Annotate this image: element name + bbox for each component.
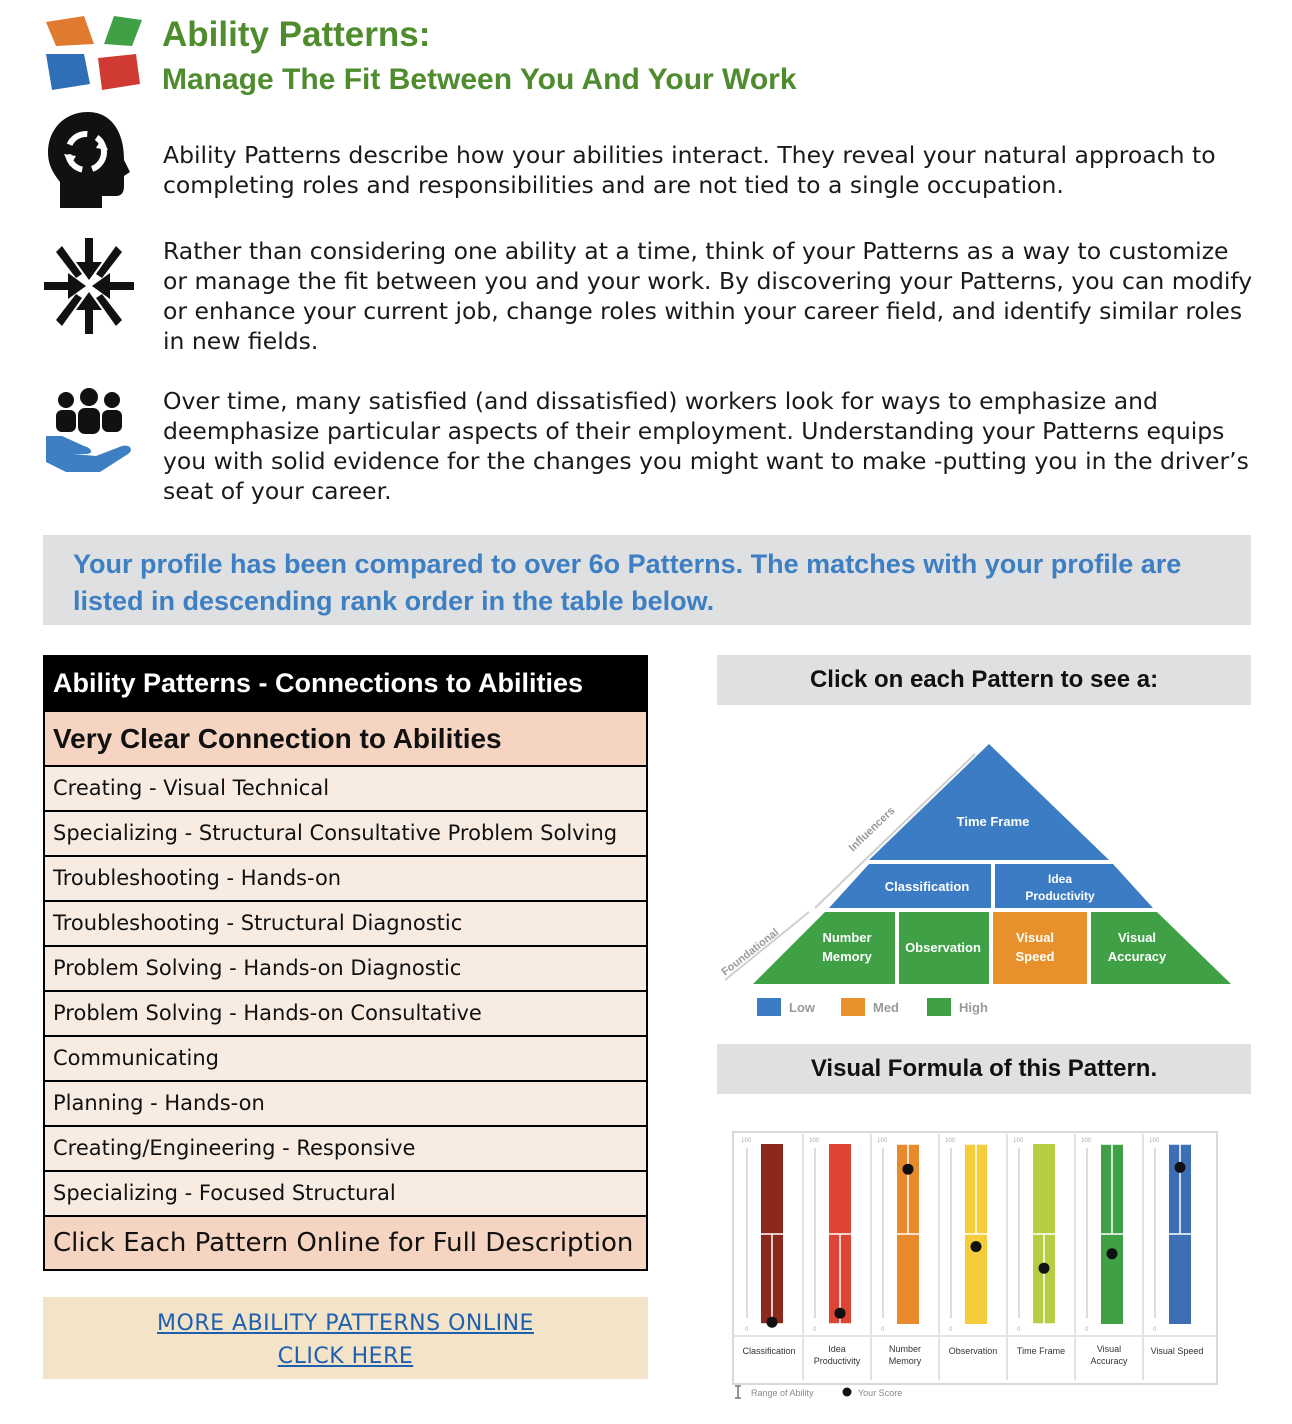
pyramid-label-idea-productivity: Idea Productivity — [1025, 872, 1095, 903]
formula-label-visual-accuracy: Visual Accuracy — [1090, 1344, 1128, 1366]
ability-pyramid — [717, 732, 1251, 1032]
pyramid-label-visual-accuracy: Visual Accuracy — [1107, 930, 1167, 964]
formula-label-visual-speed: Visual Speed — [1150, 1346, 1204, 1356]
table-row[interactable]: Specializing - Focused Structural — [45, 1170, 646, 1215]
intro-paragraph-3: Over time, many satisfied (and dissatisfied) workers look for ways to emphasize and deemphasize particular aspects of their employment. Understanding your Patterns equips you with solid evidence for the changes you might want to make -putting you in the driver’s seat of your career. — [163, 387, 1249, 505]
formula-score-observation — [971, 1241, 982, 1252]
click-here-link[interactable]: CLICK HERE — [277, 1344, 414, 1369]
pyramid-side-label-influencers: Influencers — [846, 804, 898, 855]
formula-score-idea-productivity — [835, 1308, 846, 1319]
table-row[interactable]: Specializing - Structural Consultative Problem Solving — [45, 810, 646, 855]
hand-holding-people-icon — [44, 388, 134, 478]
table-header: Ability Patterns - Connections to Abilities — [45, 657, 646, 710]
more-patterns-link[interactable]: MORE ABILITY PATTERNS ONLINE — [157, 1311, 534, 1336]
formula-tick-bottom: 0 — [949, 1327, 953, 1333]
formula-label-idea-productivity: Idea Productivity — [813, 1344, 861, 1366]
table-row[interactable]: Communicating — [45, 1035, 646, 1080]
formula-tick-top: 100 — [1081, 1138, 1092, 1144]
formula-tick-top: 100 — [945, 1138, 956, 1144]
formula-score-visual-accuracy — [1107, 1248, 1118, 1259]
table-group-heading: Very Clear Connection to Abilities — [45, 710, 646, 765]
legend-label-low: Low — [789, 1000, 815, 1015]
pyramid-label-classification: Classification — [884, 879, 970, 894]
table-row[interactable]: Planning - Hands-on — [45, 1080, 646, 1125]
formula-legend-score: Your Score — [858, 1388, 903, 1398]
legend-label-med: Med — [873, 1000, 899, 1015]
pyramid-side-label-foundational: Foundational — [719, 926, 782, 979]
table-row[interactable]: Problem Solving - Hands-on Consultative — [45, 990, 646, 1035]
visual-formula-chart — [717, 1128, 1251, 1412]
pyramid-cell-number-memory — [753, 912, 895, 984]
legend-swatch-high — [927, 998, 951, 1016]
profile-comparison-banner: Your profile has been compared to over 6o Patterns. The matches with your profile are listed in descending rank order in the table below. — [43, 535, 1251, 625]
formula-score-visual-speed — [1175, 1162, 1186, 1173]
formula-score-classification — [767, 1317, 778, 1328]
legend-swatch-low — [757, 998, 781, 1016]
page-title: Ability Patterns: — [162, 15, 431, 54]
formula-tick-top: 100 — [1149, 1138, 1160, 1144]
table-footer: Click Each Pattern Online for Full Description — [45, 1215, 646, 1269]
pyramid-label-visual-speed: Visual Speed — [1015, 930, 1055, 964]
formula-label-observation: Observation — [948, 1346, 998, 1356]
intro-paragraph-2: Rather than considering one ability at a time, think of your Patterns as a way to customize or manage the fit between you and your work. By discovering your Patterns, you can modify or enhance your current job, change roles within your career field, and identify similar roles in new fields. — [163, 237, 1253, 355]
patterns-table — [43, 655, 648, 1271]
formula-score-number-memory — [903, 1164, 914, 1175]
formula-legend — [735, 1386, 902, 1398]
click-pattern-heading: Click on each Pattern to see a: — [717, 655, 1251, 705]
formula-tick-bottom: 0 — [881, 1327, 885, 1333]
formula-tick-top: 100 — [741, 1138, 752, 1144]
page-subtitle: Manage The Fit Between You And Your Work — [162, 63, 797, 96]
intro-paragraph-1: Ability Patterns describe how your abilities interact. They reveal your natural approach to completing roles and responsibilities and are not tied to a single occupation. — [163, 141, 1216, 199]
pyramid-cell-visual-speed — [993, 912, 1087, 984]
formula-tick-top: 100 — [877, 1138, 888, 1144]
legend-swatch-med — [841, 998, 865, 1016]
table-row[interactable]: Creating - Visual Technical — [45, 765, 646, 810]
pyramid-cell-visual-accuracy — [1091, 912, 1231, 984]
table-row[interactable]: Troubleshooting - Structural Diagnostic — [45, 900, 646, 945]
formula-label-classification: Classification — [742, 1346, 796, 1356]
formula-tick-bottom: 0 — [1153, 1327, 1157, 1333]
formula-tick-bottom: 0 — [1085, 1327, 1089, 1333]
formula-score-time-frame — [1039, 1263, 1050, 1274]
formula-label-time-frame: Time Frame — [1016, 1346, 1066, 1356]
table-row[interactable]: Troubleshooting - Hands-on — [45, 855, 646, 900]
visual-formula-heading: Visual Formula of this Pattern. — [717, 1044, 1251, 1094]
formula-tick-bottom: 0 — [813, 1327, 817, 1333]
more-patterns-box — [43, 1297, 648, 1379]
head-cycle-icon — [44, 108, 132, 212]
formula-tick-bottom: 0 — [745, 1327, 749, 1333]
table-row[interactable]: Creating/Engineering - Responsive — [45, 1125, 646, 1170]
table-row[interactable]: Problem Solving - Hands-on Diagnostic — [45, 945, 646, 990]
formula-tick-top: 100 — [1013, 1138, 1024, 1144]
ability-patterns-logo — [44, 14, 144, 94]
converging-arrows-icon — [44, 238, 134, 334]
pyramid-label-observation: Observation — [905, 940, 981, 955]
pyramid-label-time-frame: Time Frame — [956, 814, 1030, 829]
pyramid-label-number-memory: Number Memory — [822, 930, 872, 964]
legend-label-high: High — [959, 1000, 988, 1015]
pyramid-cell-time-frame — [869, 744, 1109, 860]
formula-tick-top: 100 — [809, 1138, 820, 1144]
formula-tick-bottom: 0 — [1017, 1327, 1021, 1333]
formula-legend-range: Range of Ability — [751, 1388, 814, 1398]
formula-label-number-memory: Number Memory — [888, 1344, 922, 1366]
